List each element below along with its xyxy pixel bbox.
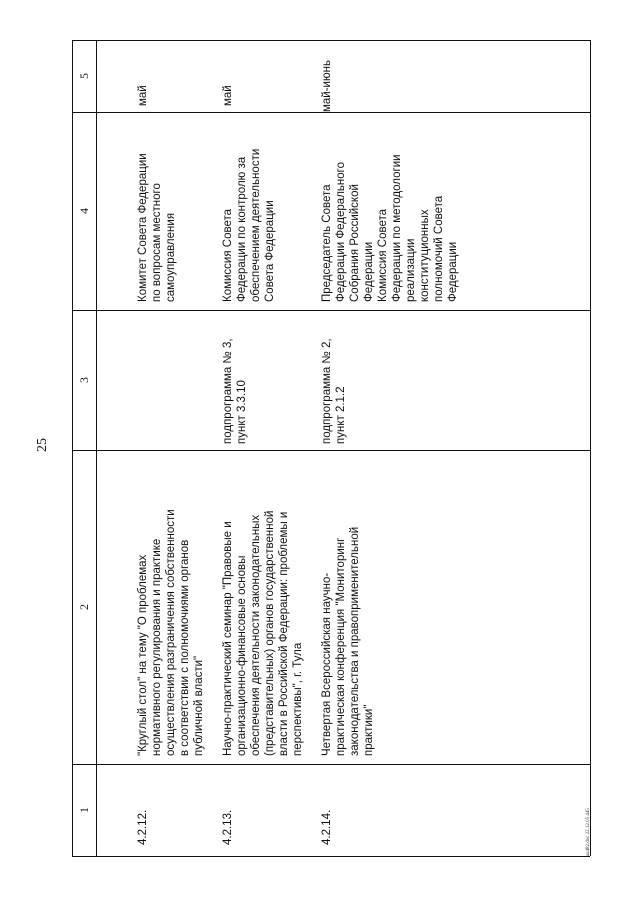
program-reference: подпрограмма № 3, пункт 3.3.10	[222, 338, 248, 444]
row-number: 4.2.12.	[137, 809, 149, 845]
header-row-divider	[96, 40, 97, 856]
responsible-body: Комиссия Совета Федерации по контролю за обеспечением деятельности Совета Федерации	[222, 148, 276, 302]
event-name: Научно-практический семинар "Правовые и организационно-финансовые основы обеспечения деятельности законодательных (представительных) органов государственной власти в Российской Федерации: проблемы и перспективы", г. Тула	[222, 510, 304, 756]
program-reference: подпрограмма № 2, пункт 2.1.2	[321, 338, 347, 444]
column-header-3: 3	[77, 377, 91, 383]
event-period: май	[137, 85, 149, 106]
column-header-2: 2	[77, 604, 91, 610]
table-border-left	[72, 40, 73, 856]
column-divider-3-4	[72, 310, 590, 311]
column-divider-1-2	[72, 764, 590, 765]
event-period: май-июнь	[321, 60, 333, 112]
column-header-1: 1	[77, 807, 91, 813]
event-name: "Круглый стол" на тему "О проблемах нормативного регулирования и практике осуществления разграничения собственности в соответствии с полномочиями органов публичной власти"	[137, 509, 205, 756]
event-period: май	[222, 85, 234, 106]
page-number: 25	[35, 438, 50, 452]
column-divider-4-5	[72, 112, 590, 113]
column-header-5: 5	[77, 73, 91, 79]
table-border-bottom	[72, 856, 590, 857]
document-footer: aa482.doc 22.12.05 445	[586, 808, 591, 856]
responsible-body: Комитет Совета Федерации по вопросам местного самоуправления	[137, 153, 177, 302]
event-name: Четвертая Всероссийская научно- практическая конференция "Мониторинг законодательства и правоприменительной практики"	[321, 526, 375, 756]
column-divider-2-3	[72, 450, 590, 451]
responsible-body: Председатель Совета Федерации Федерального Собрания Российской Федерации Комиссия Совета Федерации по методологии реализации конституционных полномочий Совета Федерации	[321, 154, 459, 302]
table-border-top	[72, 40, 590, 41]
table-border-right	[590, 40, 591, 856]
row-number: 4.2.13.	[222, 809, 234, 845]
row-number: 4.2.14.	[321, 809, 333, 845]
column-header-4: 4	[77, 208, 91, 214]
